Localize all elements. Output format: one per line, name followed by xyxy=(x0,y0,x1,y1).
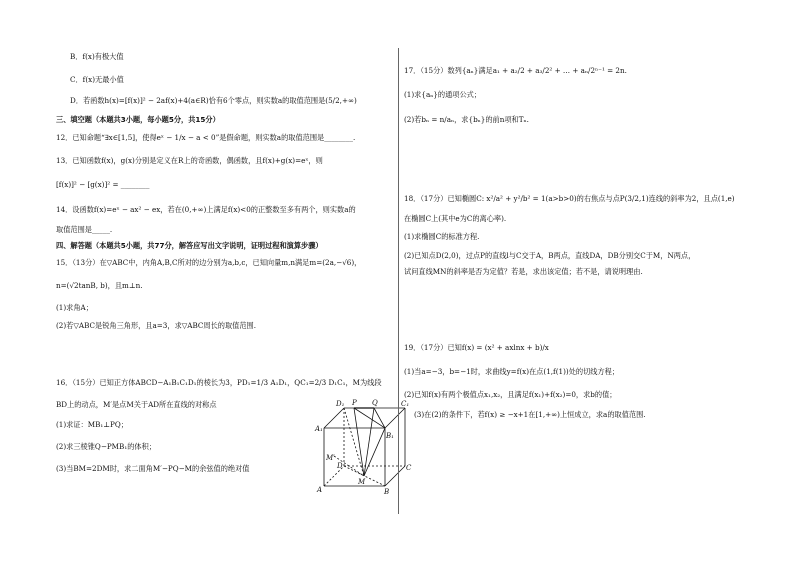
question-18-part-2-line-2: 试问直线MN的斜率是否为定值？若是，求出该定值；若不是，请说明理由. xyxy=(404,267,643,276)
label-m: M xyxy=(358,478,366,486)
question-19-part-3: (3)在(2)的条件下，若f(x) ≥ −x+1在[1,+∞)上恒成立，求a的取值范围. xyxy=(414,410,646,419)
label-c: C xyxy=(406,464,412,472)
question-15-line-1: 15．（13分）在▽ABC中，内角A,B,C所对的边分别为a,b,c，已知向量m,n满足m=(2a,−√6)， xyxy=(56,258,362,267)
question-19-line-1: 19．（17分）已知f(x) = (x² + axlnx + b)/x xyxy=(404,343,549,352)
option-d: D．若函数h(x)=[f(x)]² − 2af(x)+4(a∈R)恰有6个零点，则实数a的取值范围是(5/2,+∞) xyxy=(70,96,357,105)
question-14-line-2: 取值范围是_____. xyxy=(56,225,113,234)
question-15-line-2: n=(√2tanB, b)，且m⊥n. xyxy=(56,281,143,290)
question-15-part-2: (2)若▽ABC是锐角三角形，且a=3，求▽ABC周长的取值范围. xyxy=(56,321,256,330)
label-b: B xyxy=(384,488,390,496)
label-d: D xyxy=(337,462,343,470)
label-p: P xyxy=(352,399,357,407)
option-b: B．f(x)有极大值 xyxy=(70,52,124,61)
label-mp: M′ xyxy=(326,454,335,462)
question-13-line-1: 13．已知函数f(x)，g(x)分别是定义在R上的奇函数，偶函数，且f(x)+g(x)=eˣ，则 xyxy=(56,156,323,165)
question-16-line-2: BD上的动点，M′是点M关于AD所在直线的对称点 xyxy=(56,400,217,409)
label-q: Q xyxy=(372,399,378,407)
question-16-part-2: (2)求三棱锥Q−PMB₁的体积； xyxy=(56,442,156,451)
question-16-line-1: 16．（15分）已知正方体ABCD−A₁B₁C₁D₁的棱长为3，PD₁=1/3 A₁D₁，QC₁=2/3 D₁C₁，M为线段 xyxy=(56,378,382,387)
question-18-line-1: 18．（17分）已知椭圆C: x²/a² + y²/b² = 1(a>b>0)的右焦点与点P(3/2,1)连线的斜率为2，且点(1,e) xyxy=(404,194,735,203)
label-c1: C₁ xyxy=(401,400,410,408)
label-a: A xyxy=(317,486,323,494)
question-19-part-1: (1)当a=−3，b=−1时，求曲线y=f(x)在点(1,f(1))处的切线方程； xyxy=(404,367,620,376)
question-12: 12．已知命题“∃x∈[1,5]，使得eˣ − 1/x − a < 0”是假命题，则实数a的取值范围是________. xyxy=(56,133,356,142)
question-13-line-2: [f(x)]² − [g(x)]² = ________ xyxy=(56,180,150,189)
question-17-part-1: (1)求{aₙ}的通项公式； xyxy=(404,90,482,99)
label-d1: D₁ xyxy=(336,400,345,408)
label-a1: A₁ xyxy=(315,425,323,433)
section-3-heading: 三、填空题（本题共3小题，每小题5分，共15分） xyxy=(56,115,220,124)
question-17-line-1: 17．（15分）数列{aₙ}满足a₁ + a₂/2 + a₃/2² + … + aₙ/2ⁿ⁻¹ = 2n. xyxy=(404,66,627,75)
question-17-part-2: (2)若bₙ = n/aₙ，求{bₙ}的前n项和Tₙ. xyxy=(404,115,529,124)
question-18-part-1: (1)求椭圆C的标准方程. xyxy=(404,232,480,241)
question-19-part-2: (2)已知f(x)有两个极值点x₁,x₂，且满足f(x₁)+f(x₂)=0，求b的值； xyxy=(404,390,617,399)
column-divider xyxy=(398,48,399,514)
question-18-part-2-line-1: (2)已知点D(2,0)，过点P的直线l与C交于A，B两点，直线DA，DB分别交C于M，N两点， xyxy=(404,251,696,260)
question-16-part-1: (1)求证：MB₁⊥PQ； xyxy=(56,420,128,429)
section-4-heading: 四、解答题（本题共5小题，共77分，解答应写出文字说明，证明过程和演算步骤） xyxy=(56,241,323,250)
question-14-line-1: 14．设函数f(x)=eˣ − ax² − ex，若在(0,+∞)上满足f(x)<0的正整数至多有两个，则实数a的 xyxy=(56,205,356,214)
cube-figure xyxy=(312,398,412,498)
question-18-line-2: 在椭圆C上(其中e为C的离心率). xyxy=(404,214,507,223)
label-b1: B₁ xyxy=(386,432,394,440)
option-c: C．f(x)无最小值 xyxy=(70,75,124,84)
question-15-part-1: (1)求角A； xyxy=(56,303,93,312)
question-16-part-3: (3)当BM=2DM时，求二面角M′−PQ−M的余弦值的绝对值 xyxy=(56,464,250,473)
